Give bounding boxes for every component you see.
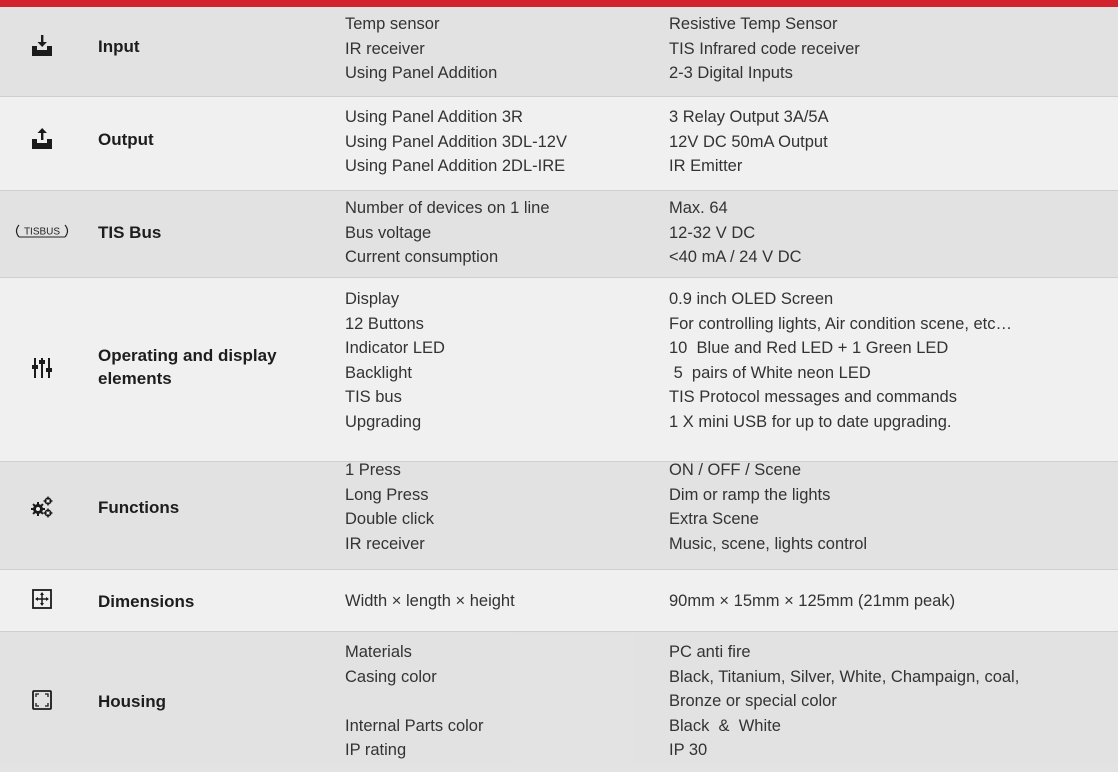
spec-value: <40 mA / 24 V DC — [669, 248, 802, 266]
category-functions: Functions — [98, 498, 180, 517]
spec-label: Backlight — [345, 363, 412, 382]
spec-value: Music, scene, lights control — [669, 534, 868, 553]
spec-label: Indicator LED — [345, 339, 445, 357]
category-dimensions: Dimensions — [98, 592, 195, 611]
spec-label: Using Panel Addition 2DL-IRE — [345, 157, 566, 175]
spec-value: 3 Relay Output 3A/5A — [669, 108, 829, 126]
row-divider — [0, 569, 1118, 570]
spec-label: Display — [345, 290, 400, 308]
spec-value: PC anti fire — [669, 643, 751, 661]
spec-value: 12-32 V DC — [669, 223, 756, 242]
spec-label: IR receiver — [345, 534, 425, 553]
row-divider — [0, 461, 1118, 462]
spec-label: TIS bus — [345, 388, 402, 406]
housing-frame-icon — [32, 690, 52, 710]
row-divider — [0, 96, 1118, 97]
spec-value: Extra Scene — [669, 510, 759, 528]
input-tray-icon — [31, 34, 53, 58]
spec-value: Dim or ramp the lights — [669, 485, 831, 504]
category-tis-bus: TIS Bus — [98, 223, 162, 242]
spec-label: Materials — [345, 643, 412, 661]
spec-value: 90mm × 15mm × 125mm (21mm peak) — [669, 592, 956, 610]
spec-value: 5 pairs of White neon LED — [669, 363, 871, 382]
spec-label: 1 Press — [345, 461, 401, 479]
spec-label: Width × length × height — [345, 592, 515, 610]
spec-value: Max. 64 — [669, 199, 728, 217]
category-operating-display: Operating and display elements — [98, 346, 277, 388]
spec-value: Resistive Temp Sensor — [669, 15, 838, 33]
top-accent-bar — [0, 0, 1118, 7]
category-housing: Housing — [98, 692, 166, 711]
spec-value: ON / OFF / Scene — [669, 461, 802, 479]
spec-label: Upgrading — [345, 412, 422, 431]
spec-label: Temp sensor — [345, 15, 440, 33]
spec-label: Internal Parts color — [345, 716, 484, 735]
spec-value: For controlling lights, Air condition scene, etc… — [669, 314, 1012, 333]
spec-value: TIS Infrared code receiver — [669, 39, 860, 58]
spec-label: Number of devices on 1 line — [345, 199, 550, 217]
spec-value: Bronze or special color — [669, 692, 837, 710]
spec-value: TIS Protocol messages and commands — [669, 388, 957, 406]
spec-label: IP rating — [345, 741, 407, 759]
dimensions-icon — [32, 589, 52, 609]
row-divider — [0, 631, 1118, 632]
spec-value: Black & White — [669, 716, 781, 735]
spec-value: Black, Titanium, Silver, White, Champaign, coal, — [669, 667, 1020, 686]
row-divider — [0, 190, 1118, 191]
spec-label: IR receiver — [345, 39, 425, 58]
spec-label: Casing color — [345, 667, 437, 686]
spec-value: 2-3 Digital Inputs — [669, 64, 793, 82]
spec-label: Double click — [345, 510, 434, 528]
output-tray-icon — [31, 127, 53, 151]
sliders-icon — [32, 357, 52, 379]
spec-value: 12V DC 50mA Output — [669, 132, 828, 151]
row-divider — [0, 277, 1118, 278]
spec-label: Bus voltage — [345, 223, 432, 242]
spec-label: Using Panel Addition — [345, 64, 498, 82]
svg-text:TISBUS: TISBUS — [23, 226, 61, 238]
spec-value: IP 30 — [669, 741, 708, 759]
tis-bus-logo-icon — [13, 223, 71, 239]
spec-label: Long Press — [345, 485, 429, 504]
category-output: Output — [98, 130, 154, 149]
spec-label: Current consumption — [345, 248, 499, 266]
category-input: Input — [98, 37, 140, 56]
spec-value: 0.9 inch OLED Screen — [669, 290, 834, 308]
gears-icon — [30, 496, 54, 518]
spec-value: IR Emitter — [669, 157, 743, 175]
spec-value: 10 Blue and Red LED + 1 Green LED — [669, 339, 949, 357]
spec-label: Using Panel Addition 3R — [345, 108, 523, 126]
spec-label: Using Panel Addition 3DL-12V — [345, 132, 567, 151]
spec-value: 1 X mini USB for up to date upgrading. — [669, 412, 952, 431]
spec-label: 12 Buttons — [345, 314, 424, 333]
